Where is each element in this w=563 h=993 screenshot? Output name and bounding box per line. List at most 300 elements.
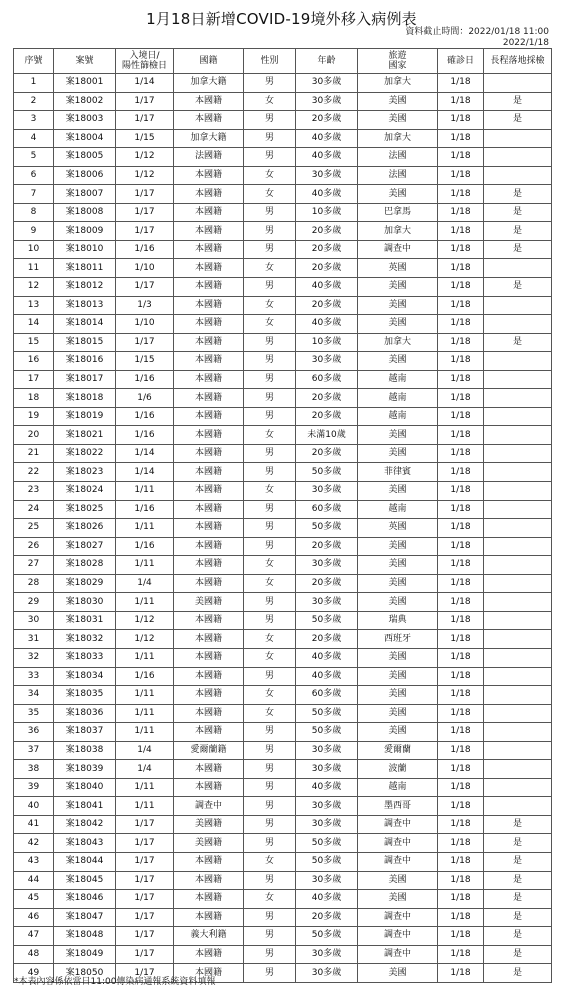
table-row <box>14 834 552 853</box>
cell-landing-test <box>484 611 552 630</box>
cell-gender: 男 <box>244 908 296 927</box>
cell-entry-date: 1/15 <box>116 129 174 148</box>
table-row <box>14 667 552 686</box>
cell-nationality: 本國籍 <box>174 463 244 482</box>
cell-travel-country: 美國 <box>358 315 438 334</box>
cell-entry-date: 1/11 <box>116 593 174 612</box>
cell-confirm-date: 1/18 <box>438 407 484 426</box>
cell-case-id: 案18018 <box>54 389 116 408</box>
cell-gender: 女 <box>244 482 296 501</box>
report-date: 2022/1/18 <box>502 38 549 48</box>
cell-serial: 10 <box>14 240 54 259</box>
cell-travel-country: 美國 <box>358 111 438 130</box>
cell-confirm-date: 1/18 <box>438 278 484 297</box>
cell-confirm-date: 1/18 <box>438 222 484 241</box>
cell-travel-country: 調查中 <box>358 852 438 871</box>
cell-entry-date: 1/16 <box>116 426 174 445</box>
cell-nationality: 本國籍 <box>174 500 244 519</box>
cell-landing-test: 是 <box>484 278 552 297</box>
cell-gender: 女 <box>244 704 296 723</box>
cell-travel-country: 加拿大 <box>358 333 438 352</box>
cell-nationality: 本國籍 <box>174 278 244 297</box>
cell-landing-test <box>484 723 552 742</box>
cell-entry-date: 1/17 <box>116 333 174 352</box>
cell-case-id: 案18042 <box>54 815 116 834</box>
table-row <box>14 593 552 612</box>
cell-travel-country: 美國 <box>358 537 438 556</box>
cell-case-id: 案18027 <box>54 537 116 556</box>
cell-entry-date: 1/17 <box>116 222 174 241</box>
cell-landing-test: 是 <box>484 92 552 111</box>
cell-landing-test <box>484 574 552 593</box>
cell-case-id: 案18030 <box>54 593 116 612</box>
cell-serial: 36 <box>14 723 54 742</box>
cell-confirm-date: 1/18 <box>438 871 484 890</box>
cell-entry-date: 1/17 <box>116 908 174 927</box>
table-row <box>14 648 552 667</box>
table-row <box>14 686 552 705</box>
cell-travel-country: 美國 <box>358 296 438 315</box>
table-row <box>14 185 552 204</box>
cell-nationality: 本國籍 <box>174 908 244 927</box>
cell-landing-test <box>484 463 552 482</box>
cell-travel-country: 英國 <box>358 519 438 538</box>
data-cutoff-time: 資料截止時間：2022/01/18 11:00 <box>405 27 549 37</box>
cell-case-id: 案18009 <box>54 222 116 241</box>
cell-entry-date: 1/4 <box>116 574 174 593</box>
cell-age: 40多歲 <box>296 648 358 667</box>
cell-age: 20多歲 <box>296 389 358 408</box>
cell-travel-country: 法國 <box>358 148 438 167</box>
cell-gender: 男 <box>244 111 296 130</box>
cell-travel-country: 加拿大 <box>358 74 438 93</box>
cell-travel-country: 越南 <box>358 407 438 426</box>
cell-serial: 28 <box>14 574 54 593</box>
cell-age: 30多歲 <box>296 482 358 501</box>
cell-case-id: 案18035 <box>54 686 116 705</box>
cell-nationality: 本國籍 <box>174 166 244 185</box>
cell-gender: 女 <box>244 574 296 593</box>
table-row <box>14 444 552 463</box>
cell-travel-country: 菲律賓 <box>358 463 438 482</box>
cell-gender: 女 <box>244 92 296 111</box>
cell-age: 20多歲 <box>296 407 358 426</box>
cell-gender: 男 <box>244 593 296 612</box>
cell-serial: 26 <box>14 537 54 556</box>
cell-serial: 14 <box>14 315 54 334</box>
cell-confirm-date: 1/18 <box>438 815 484 834</box>
cell-case-id: 案18021 <box>54 426 116 445</box>
table-row <box>14 278 552 297</box>
cell-nationality: 法國籍 <box>174 148 244 167</box>
cell-nationality: 本國籍 <box>174 185 244 204</box>
cell-confirm-date: 1/18 <box>438 648 484 667</box>
cell-landing-test <box>484 648 552 667</box>
cell-nationality: 本國籍 <box>174 333 244 352</box>
cell-nationality: 本國籍 <box>174 611 244 630</box>
table-row <box>14 630 552 649</box>
cell-serial: 3 <box>14 111 54 130</box>
cell-confirm-date: 1/18 <box>438 92 484 111</box>
cell-gender: 男 <box>244 203 296 222</box>
table-row <box>14 203 552 222</box>
cell-case-id: 案18001 <box>54 74 116 93</box>
cell-nationality: 本國籍 <box>174 352 244 371</box>
cell-landing-test <box>484 407 552 426</box>
cell-landing-test <box>484 444 552 463</box>
cell-confirm-date: 1/18 <box>438 389 484 408</box>
cell-confirm-date: 1/18 <box>438 964 484 983</box>
cell-nationality: 本國籍 <box>174 259 244 278</box>
cell-serial: 11 <box>14 259 54 278</box>
cell-serial: 12 <box>14 278 54 297</box>
cell-age: 30多歲 <box>296 74 358 93</box>
cell-nationality: 本國籍 <box>174 852 244 871</box>
cell-case-id: 案18016 <box>54 352 116 371</box>
cell-travel-country: 巴拿馬 <box>358 203 438 222</box>
table-row <box>14 908 552 927</box>
cell-entry-date: 1/11 <box>116 797 174 816</box>
cell-age: 50多歲 <box>296 723 358 742</box>
cell-serial: 45 <box>14 890 54 909</box>
cell-nationality: 本國籍 <box>174 519 244 538</box>
cell-age: 30多歲 <box>296 871 358 890</box>
cell-travel-country: 越南 <box>358 389 438 408</box>
cell-confirm-date: 1/18 <box>438 129 484 148</box>
cell-entry-date: 1/17 <box>116 278 174 297</box>
cell-nationality: 本國籍 <box>174 426 244 445</box>
cell-case-id: 案18034 <box>54 667 116 686</box>
cell-gender: 男 <box>244 778 296 797</box>
cell-entry-date: 1/17 <box>116 871 174 890</box>
cell-landing-test <box>484 741 552 760</box>
cell-nationality: 加拿大籍 <box>174 129 244 148</box>
header-gender: 性別 <box>244 49 296 74</box>
cell-confirm-date: 1/18 <box>438 834 484 853</box>
cell-landing-test <box>484 519 552 538</box>
cell-entry-date: 1/17 <box>116 852 174 871</box>
cell-serial: 17 <box>14 370 54 389</box>
cell-landing-test: 是 <box>484 945 552 964</box>
cell-case-id: 案18007 <box>54 185 116 204</box>
cell-nationality: 本國籍 <box>174 667 244 686</box>
cell-travel-country: 瑞典 <box>358 611 438 630</box>
cell-case-id: 案18039 <box>54 760 116 779</box>
cell-case-id: 案18028 <box>54 556 116 575</box>
cell-serial: 33 <box>14 667 54 686</box>
cell-entry-date: 1/16 <box>116 407 174 426</box>
cell-case-id: 案18031 <box>54 611 116 630</box>
cell-entry-date: 1/17 <box>116 964 174 983</box>
table-row <box>14 778 552 797</box>
cell-landing-test <box>484 500 552 519</box>
cell-serial: 21 <box>14 444 54 463</box>
cell-serial: 29 <box>14 593 54 612</box>
cell-confirm-date: 1/18 <box>438 667 484 686</box>
table-body <box>14 74 552 983</box>
cell-case-id: 案18041 <box>54 797 116 816</box>
cell-gender: 男 <box>244 463 296 482</box>
cell-age: 40多歲 <box>296 278 358 297</box>
table-row <box>14 852 552 871</box>
cell-landing-test <box>484 556 552 575</box>
cell-serial: 15 <box>14 333 54 352</box>
cell-confirm-date: 1/18 <box>438 185 484 204</box>
cell-case-id: 案18002 <box>54 92 116 111</box>
cell-gender: 男 <box>244 797 296 816</box>
cell-case-id: 案18025 <box>54 500 116 519</box>
footnote: *本表內容係依當日11:00傳染病通報系統資料填報 <box>14 977 216 987</box>
cell-gender: 男 <box>244 129 296 148</box>
cell-serial: 38 <box>14 760 54 779</box>
cell-confirm-date: 1/18 <box>438 611 484 630</box>
cell-entry-date: 1/11 <box>116 686 174 705</box>
table-row <box>14 574 552 593</box>
table-row <box>14 463 552 482</box>
cell-travel-country: 美國 <box>358 278 438 297</box>
cell-age: 30多歲 <box>296 815 358 834</box>
cell-serial: 13 <box>14 296 54 315</box>
table-row <box>14 760 552 779</box>
table-row <box>14 333 552 352</box>
cell-confirm-date: 1/18 <box>438 927 484 946</box>
header-travel-country: 旅遊 國家 <box>358 49 438 74</box>
cell-nationality: 調查中 <box>174 797 244 816</box>
cell-case-id: 案18032 <box>54 630 116 649</box>
cell-case-id: 案18047 <box>54 908 116 927</box>
cell-age: 40多歲 <box>296 667 358 686</box>
header-serial: 序號 <box>14 49 54 74</box>
cell-entry-date: 1/14 <box>116 444 174 463</box>
cell-serial: 19 <box>14 407 54 426</box>
cell-age: 40多歲 <box>296 129 358 148</box>
cell-serial: 40 <box>14 797 54 816</box>
cell-gender: 男 <box>244 278 296 297</box>
cell-entry-date: 1/12 <box>116 148 174 167</box>
cell-entry-date: 1/17 <box>116 927 174 946</box>
cell-serial: 27 <box>14 556 54 575</box>
cell-nationality: 本國籍 <box>174 92 244 111</box>
cell-travel-country: 美國 <box>358 593 438 612</box>
header-landing-test: 長程落地採檢 <box>484 49 552 74</box>
cell-nationality: 本國籍 <box>174 407 244 426</box>
cell-landing-test <box>484 74 552 93</box>
cell-landing-test <box>484 315 552 334</box>
cell-entry-date: 1/12 <box>116 611 174 630</box>
table-row <box>14 92 552 111</box>
cell-landing-test <box>484 686 552 705</box>
cell-gender: 女 <box>244 185 296 204</box>
cell-age: 20多歲 <box>296 908 358 927</box>
cell-entry-date: 1/17 <box>116 945 174 964</box>
cell-entry-date: 1/4 <box>116 760 174 779</box>
cell-serial: 6 <box>14 166 54 185</box>
cell-age: 40多歲 <box>296 148 358 167</box>
cell-serial: 23 <box>14 482 54 501</box>
cell-travel-country: 越南 <box>358 500 438 519</box>
cell-confirm-date: 1/18 <box>438 797 484 816</box>
cell-serial: 31 <box>14 630 54 649</box>
cell-landing-test: 是 <box>484 203 552 222</box>
cell-age: 50多歲 <box>296 834 358 853</box>
cell-travel-country: 波蘭 <box>358 760 438 779</box>
cell-age: 60多歲 <box>296 370 358 389</box>
cell-case-id: 案18045 <box>54 871 116 890</box>
cell-gender: 男 <box>244 240 296 259</box>
cell-gender: 男 <box>244 519 296 538</box>
cell-serial: 18 <box>14 389 54 408</box>
cell-case-id: 案18011 <box>54 259 116 278</box>
cell-age: 30多歲 <box>296 352 358 371</box>
cell-case-id: 案18006 <box>54 166 116 185</box>
cell-confirm-date: 1/18 <box>438 370 484 389</box>
header-case-id: 案號 <box>54 49 116 74</box>
cell-case-id: 案18023 <box>54 463 116 482</box>
cell-entry-date: 1/10 <box>116 259 174 278</box>
cell-entry-date: 1/14 <box>116 74 174 93</box>
cell-confirm-date: 1/18 <box>438 166 484 185</box>
cell-landing-test <box>484 148 552 167</box>
case-table <box>13 48 552 983</box>
cell-entry-date: 1/17 <box>116 111 174 130</box>
cell-nationality: 本國籍 <box>174 964 244 983</box>
cell-landing-test: 是 <box>484 871 552 890</box>
cell-case-id: 案18048 <box>54 927 116 946</box>
cell-confirm-date: 1/18 <box>438 240 484 259</box>
cell-case-id: 案18013 <box>54 296 116 315</box>
cell-travel-country: 美國 <box>358 667 438 686</box>
cell-confirm-date: 1/18 <box>438 908 484 927</box>
cell-case-id: 案18026 <box>54 519 116 538</box>
table-row <box>14 166 552 185</box>
cell-gender: 女 <box>244 630 296 649</box>
cell-landing-test <box>484 389 552 408</box>
cell-case-id: 案18033 <box>54 648 116 667</box>
cell-nationality: 本國籍 <box>174 111 244 130</box>
cell-gender: 女 <box>244 852 296 871</box>
table-row <box>14 741 552 760</box>
cell-gender: 男 <box>244 964 296 983</box>
cell-gender: 男 <box>244 834 296 853</box>
cell-landing-test: 是 <box>484 222 552 241</box>
table-row <box>14 74 552 93</box>
cell-case-id: 案18044 <box>54 852 116 871</box>
cell-nationality: 本國籍 <box>174 945 244 964</box>
cell-nationality: 本國籍 <box>174 296 244 315</box>
cell-gender: 男 <box>244 74 296 93</box>
cell-age: 60多歲 <box>296 500 358 519</box>
cell-entry-date: 1/12 <box>116 630 174 649</box>
cell-confirm-date: 1/18 <box>438 686 484 705</box>
cell-gender: 女 <box>244 166 296 185</box>
cell-nationality: 本國籍 <box>174 444 244 463</box>
cell-confirm-date: 1/18 <box>438 890 484 909</box>
cell-travel-country: 法國 <box>358 166 438 185</box>
cell-entry-date: 1/16 <box>116 500 174 519</box>
page-title: 1月18日新增COVID-19境外移入病例表 <box>146 10 417 28</box>
cell-landing-test: 是 <box>484 333 552 352</box>
cell-landing-test <box>484 537 552 556</box>
cell-confirm-date: 1/18 <box>438 945 484 964</box>
cell-gender: 女 <box>244 556 296 575</box>
table-row <box>14 407 552 426</box>
cell-confirm-date: 1/18 <box>438 574 484 593</box>
cell-gender: 男 <box>244 444 296 463</box>
cell-serial: 5 <box>14 148 54 167</box>
cell-landing-test <box>484 704 552 723</box>
cell-gender: 女 <box>244 890 296 909</box>
cell-nationality: 本國籍 <box>174 778 244 797</box>
cell-case-id: 案18022 <box>54 444 116 463</box>
cell-entry-date: 1/16 <box>116 667 174 686</box>
cell-nationality: 本國籍 <box>174 723 244 742</box>
cell-case-id: 案18010 <box>54 240 116 259</box>
table-row <box>14 500 552 519</box>
cell-travel-country: 美國 <box>358 648 438 667</box>
cell-nationality: 本國籍 <box>174 890 244 909</box>
cell-gender: 男 <box>244 407 296 426</box>
cell-landing-test <box>484 667 552 686</box>
cell-gender: 男 <box>244 741 296 760</box>
table-row <box>14 315 552 334</box>
header-confirm-date: 確診日 <box>438 49 484 74</box>
cell-case-id: 案18037 <box>54 723 116 742</box>
table-row <box>14 370 552 389</box>
cell-landing-test <box>484 482 552 501</box>
cell-nationality: 美國籍 <box>174 815 244 834</box>
cell-travel-country: 美國 <box>358 92 438 111</box>
cell-entry-date: 1/10 <box>116 315 174 334</box>
cell-case-id: 案18004 <box>54 129 116 148</box>
cell-entry-date: 1/11 <box>116 648 174 667</box>
cell-landing-test: 是 <box>484 185 552 204</box>
cell-confirm-date: 1/18 <box>438 315 484 334</box>
cell-confirm-date: 1/18 <box>438 111 484 130</box>
cell-age: 20多歲 <box>296 111 358 130</box>
cell-confirm-date: 1/18 <box>438 778 484 797</box>
table-row <box>14 111 552 130</box>
cell-serial: 34 <box>14 686 54 705</box>
table-row <box>14 927 552 946</box>
cell-travel-country: 調查中 <box>358 815 438 834</box>
cell-gender: 男 <box>244 352 296 371</box>
cell-entry-date: 1/17 <box>116 92 174 111</box>
cell-serial: 25 <box>14 519 54 538</box>
cell-landing-test <box>484 760 552 779</box>
cell-entry-date: 1/17 <box>116 185 174 204</box>
cell-serial: 37 <box>14 741 54 760</box>
cell-travel-country: 美國 <box>358 871 438 890</box>
cell-age: 40多歲 <box>296 890 358 909</box>
cell-serial: 22 <box>14 463 54 482</box>
cell-nationality: 本國籍 <box>174 315 244 334</box>
cell-age: 30多歲 <box>296 556 358 575</box>
cell-age: 20多歲 <box>296 630 358 649</box>
cell-landing-test: 是 <box>484 852 552 871</box>
cell-serial: 43 <box>14 852 54 871</box>
cell-gender: 男 <box>244 611 296 630</box>
cell-nationality: 本國籍 <box>174 556 244 575</box>
cell-travel-country: 美國 <box>358 444 438 463</box>
cell-serial: 9 <box>14 222 54 241</box>
cell-nationality: 本國籍 <box>174 704 244 723</box>
cell-confirm-date: 1/18 <box>438 537 484 556</box>
cell-age: 30多歲 <box>296 945 358 964</box>
table-row <box>14 797 552 816</box>
cell-serial: 49 <box>14 964 54 983</box>
cell-gender: 男 <box>244 222 296 241</box>
cell-serial: 7 <box>14 185 54 204</box>
